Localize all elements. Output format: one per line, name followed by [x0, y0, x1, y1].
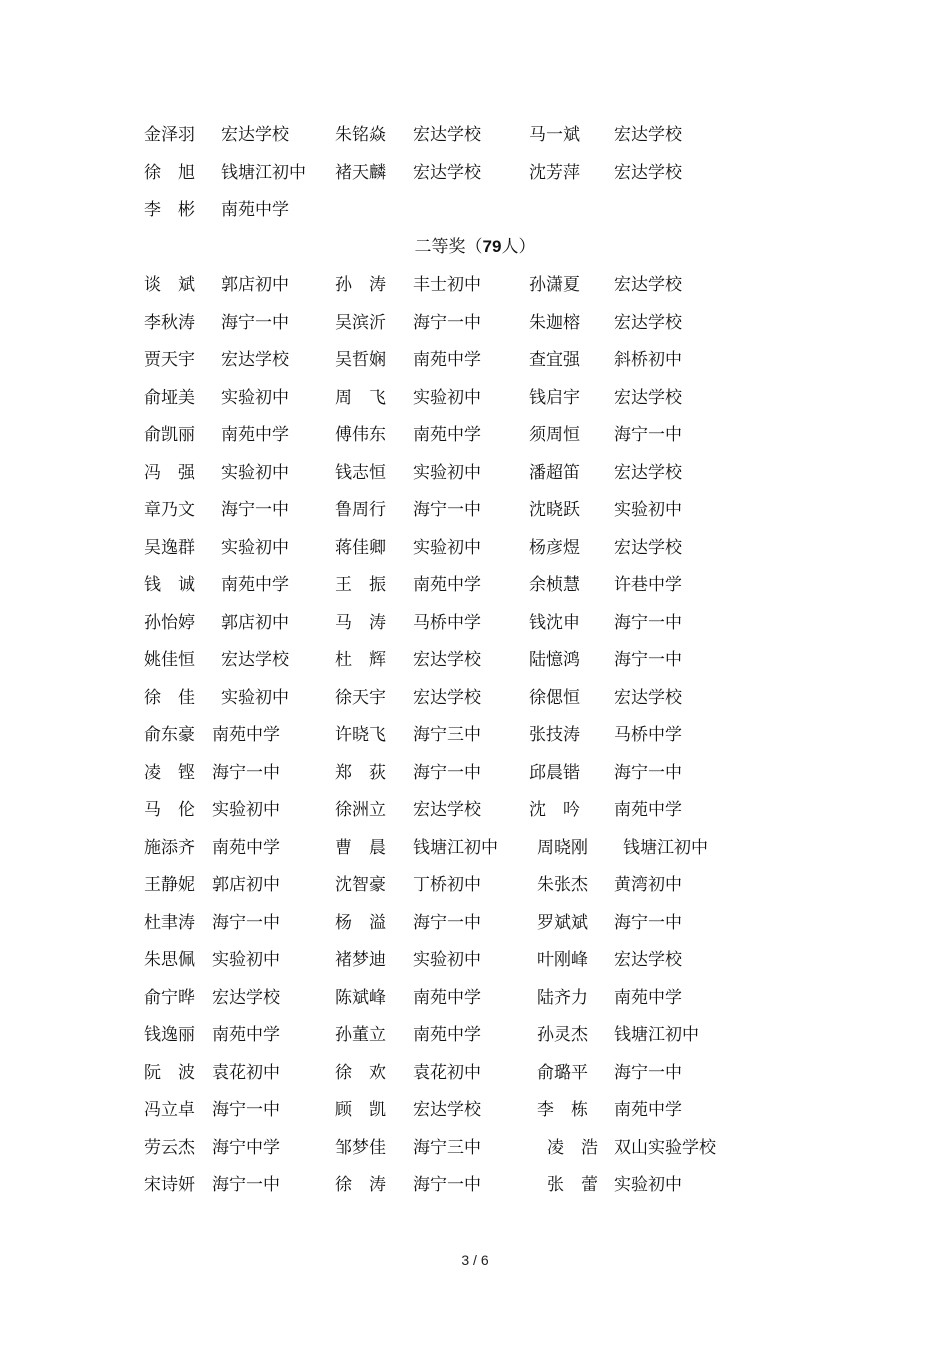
school-name: 海宁一中 — [212, 1100, 280, 1120]
student-name: 罗斌斌 — [537, 912, 588, 933]
student-name: 孙 涛 — [335, 275, 386, 295]
school-name: 宏达学校 — [614, 125, 682, 145]
student-name: 阮 波 — [144, 1062, 195, 1083]
school-name: 南苑中学 — [413, 350, 481, 370]
school-name: 宏达学校 — [614, 537, 682, 558]
school-name: 宏达学校 — [221, 350, 289, 370]
student-name: 朱铭焱 — [335, 125, 386, 145]
award-row — [0, 645, 950, 675]
school-name: 宏达学校 — [614, 162, 682, 183]
school-name: 宏达学校 — [614, 312, 682, 333]
award-row — [0, 608, 950, 638]
student-name: 须周恒 — [529, 425, 580, 445]
school-name: 双山实验学校 — [614, 1137, 716, 1158]
student-name: 贾天宇 — [144, 350, 195, 370]
school-name: 海宁一中 — [614, 762, 682, 783]
school-name: 郭店初中 — [221, 612, 289, 633]
student-name: 马 伦 — [144, 800, 195, 820]
student-name: 孙灵杰 — [537, 1025, 588, 1045]
student-name: 马 涛 — [335, 612, 386, 633]
school-name: 宏达学校 — [614, 462, 682, 483]
student-name: 周 飞 — [335, 387, 386, 408]
school-name: 南苑中学 — [221, 200, 289, 220]
school-name: 南苑中学 — [413, 987, 481, 1008]
student-name: 宋诗妍 — [144, 1175, 195, 1195]
student-name: 钱 诚 — [144, 575, 195, 595]
school-name: 海宁一中 — [614, 612, 682, 633]
school-name: 海宁一中 — [212, 1175, 280, 1195]
school-name: 斜桥初中 — [614, 350, 682, 370]
award-row — [0, 270, 950, 300]
student-name: 钱逸丽 — [144, 1025, 195, 1045]
award-row — [0, 420, 950, 450]
school-name: 南苑中学 — [212, 837, 280, 858]
school-name: 郭店初中 — [212, 875, 280, 895]
student-name: 周晓刚 — [537, 837, 588, 858]
section-heading-suffix: 人） — [501, 237, 536, 257]
award-row — [0, 1020, 950, 1050]
school-name: 实验初中 — [221, 537, 289, 558]
student-name: 金泽羽 — [144, 125, 195, 145]
school-name: 黄湾初中 — [614, 875, 682, 895]
student-name: 邱晨锴 — [529, 762, 580, 783]
award-row — [0, 1170, 950, 1200]
school-name: 钱塘江初中 — [614, 1025, 699, 1045]
student-name: 吴哲娴 — [335, 350, 386, 370]
school-name: 海宁一中 — [413, 912, 481, 933]
school-name: 海宁一中 — [614, 425, 682, 445]
school-name: 宏达学校 — [413, 800, 481, 820]
school-name: 宏达学校 — [413, 125, 481, 145]
school-name: 南苑中学 — [614, 800, 682, 820]
school-name: 实验初中 — [413, 950, 481, 970]
school-name: 海宁一中 — [221, 500, 289, 520]
student-name: 陆憶鸿 — [529, 650, 580, 670]
student-name: 顾 凯 — [335, 1100, 386, 1120]
student-name: 徐洲立 — [335, 800, 386, 820]
school-name: 钱塘江初中 — [623, 837, 708, 858]
section-heading — [0, 232, 950, 262]
student-name: 杨 溢 — [335, 912, 386, 933]
school-name: 南苑中学 — [614, 1100, 682, 1120]
school-name: 袁花初中 — [212, 1062, 280, 1083]
student-name: 孙怡婷 — [144, 612, 195, 633]
school-name: 海宁一中 — [614, 912, 682, 933]
student-name: 鲁周行 — [335, 500, 386, 520]
award-row — [0, 758, 950, 788]
award-row — [0, 120, 950, 150]
student-name: 徐 欢 — [335, 1062, 386, 1083]
school-name: 海宁中学 — [212, 1137, 280, 1158]
school-name: 宏达学校 — [413, 687, 481, 708]
school-name: 海宁一中 — [413, 312, 481, 333]
school-name: 海宁三中 — [413, 1137, 481, 1158]
student-name: 蒋佳卿 — [335, 537, 386, 558]
student-name: 沈 吟 — [529, 800, 580, 820]
student-name: 傅伟东 — [335, 425, 386, 445]
student-name: 李 栋 — [537, 1100, 588, 1120]
student-name: 叶刚峰 — [537, 950, 588, 970]
student-name: 朱张杰 — [537, 875, 588, 895]
student-name: 沈晓跃 — [529, 500, 580, 520]
student-name: 褚天麟 — [335, 162, 386, 183]
award-row — [0, 1058, 950, 1088]
section-heading-prefix: 二等奖（ — [414, 237, 483, 257]
student-name: 冯 强 — [144, 462, 195, 483]
student-name: 俞垭美 — [144, 387, 195, 408]
school-name: 实验初中 — [413, 537, 481, 558]
student-name: 邹梦佳 — [335, 1137, 386, 1158]
student-name: 冯立卓 — [144, 1100, 195, 1120]
student-name: 陆齐力 — [537, 987, 588, 1008]
student-name: 徐偲恒 — [529, 687, 580, 708]
student-name: 王静妮 — [144, 875, 195, 895]
school-name: 宏达学校 — [614, 275, 682, 295]
student-name: 徐 涛 — [335, 1175, 386, 1195]
student-name: 褚梦迪 — [335, 950, 386, 970]
school-name: 海宁一中 — [221, 312, 289, 333]
school-name: 海宁三中 — [413, 725, 481, 745]
student-name: 郑 荻 — [335, 762, 386, 783]
school-name: 南苑中学 — [212, 725, 280, 745]
student-name: 钱沈申 — [529, 612, 580, 633]
student-name: 凌 铿 — [144, 762, 195, 783]
student-name: 张技涛 — [529, 725, 580, 745]
student-name: 张 蕾 — [547, 1175, 598, 1195]
school-name: 实验初中 — [413, 387, 481, 408]
award-row — [0, 533, 950, 563]
award-row — [0, 908, 950, 938]
section-heading-count: 79 — [482, 237, 502, 256]
student-name: 徐天宇 — [335, 687, 386, 708]
school-name: 实验初中 — [614, 500, 682, 520]
student-name: 朱迦榕 — [529, 312, 580, 333]
student-name: 杜聿涛 — [144, 912, 195, 933]
student-name: 孙潇夏 — [529, 275, 580, 295]
award-row — [0, 495, 950, 525]
student-name: 施添齐 — [144, 837, 195, 858]
student-name: 陈斌峰 — [335, 987, 386, 1008]
award-row — [0, 1133, 950, 1163]
award-row — [0, 195, 950, 225]
school-name: 海宁一中 — [212, 762, 280, 783]
student-name: 吴逸群 — [144, 537, 195, 558]
student-name: 余桢慧 — [529, 575, 580, 595]
school-name: 海宁一中 — [614, 1062, 682, 1083]
school-name: 丰士初中 — [413, 275, 481, 295]
school-name: 海宁一中 — [413, 1175, 481, 1195]
school-name: 南苑中学 — [221, 425, 289, 445]
school-name: 实验初中 — [212, 800, 280, 820]
school-name: 马桥中学 — [614, 725, 682, 745]
award-row — [0, 1095, 950, 1125]
award-row — [0, 683, 950, 713]
student-name: 劳云杰 — [144, 1137, 195, 1158]
student-name: 章乃文 — [144, 500, 195, 520]
school-name: 郭店初中 — [221, 275, 289, 295]
award-row — [0, 795, 950, 825]
award-row — [0, 720, 950, 750]
student-name: 姚佳恒 — [144, 650, 195, 670]
student-name: 沈智豪 — [335, 875, 386, 895]
award-row — [0, 308, 950, 338]
student-name: 许晓飞 — [335, 725, 386, 745]
school-name: 丁桥初中 — [413, 875, 481, 895]
student-name: 谈 斌 — [144, 275, 195, 295]
student-name: 徐 佳 — [144, 687, 195, 708]
school-name: 实验初中 — [614, 1175, 682, 1195]
award-row — [0, 383, 950, 413]
school-name: 袁花初中 — [413, 1062, 481, 1083]
award-row — [0, 945, 950, 975]
student-name: 潘超笛 — [529, 462, 580, 483]
student-name: 沈芳萍 — [529, 162, 580, 183]
student-name: 徐 旭 — [144, 162, 195, 183]
student-name: 钱志恒 — [335, 462, 386, 483]
school-name: 宏达学校 — [614, 950, 682, 970]
student-name: 朱思佩 — [144, 950, 195, 970]
school-name: 实验初中 — [413, 462, 481, 483]
award-row — [0, 870, 950, 900]
school-name: 宏达学校 — [413, 650, 481, 670]
school-name: 南苑中学 — [413, 1025, 481, 1045]
student-name: 马一斌 — [529, 125, 580, 145]
student-name: 俞宁晔 — [144, 987, 195, 1008]
school-name: 宏达学校 — [221, 125, 289, 145]
school-name: 宏达学校 — [413, 1100, 481, 1120]
award-row — [0, 833, 950, 863]
student-name: 杜 辉 — [335, 650, 386, 670]
student-name: 杨彦煜 — [529, 537, 580, 558]
school-name: 宏达学校 — [212, 987, 280, 1008]
school-name: 海宁一中 — [413, 762, 481, 783]
student-name: 俞璐平 — [537, 1062, 588, 1083]
student-name: 吴滨沂 — [335, 312, 386, 333]
school-name: 南苑中学 — [413, 425, 481, 445]
school-name: 宏达学校 — [614, 687, 682, 708]
student-name: 李 彬 — [144, 200, 195, 220]
school-name: 实验初中 — [212, 950, 280, 970]
student-name: 凌 浩 — [547, 1137, 598, 1158]
school-name: 钱塘江初中 — [221, 162, 306, 183]
school-name: 实验初中 — [221, 687, 289, 708]
school-name: 实验初中 — [221, 462, 289, 483]
school-name: 南苑中学 — [212, 1025, 280, 1045]
school-name: 马桥中学 — [413, 612, 481, 633]
school-name: 宏达学校 — [614, 387, 682, 408]
page-number: 3 / 6 — [461, 1252, 489, 1268]
student-name: 钱启宇 — [529, 387, 580, 408]
award-row — [0, 458, 950, 488]
school-name: 许巷中学 — [614, 575, 682, 595]
student-name: 王 振 — [335, 575, 386, 595]
award-row — [0, 345, 950, 375]
school-name: 南苑中学 — [221, 575, 289, 595]
student-name: 俞凯丽 — [144, 425, 195, 445]
student-name: 俞东豪 — [144, 725, 195, 745]
school-name: 海宁一中 — [413, 500, 481, 520]
school-name: 实验初中 — [221, 387, 289, 408]
school-name: 海宁一中 — [614, 650, 682, 670]
school-name: 海宁一中 — [212, 912, 280, 933]
award-row — [0, 983, 950, 1013]
school-name: 宏达学校 — [221, 650, 289, 670]
student-name: 李秋涛 — [144, 312, 195, 333]
school-name: 南苑中学 — [413, 575, 481, 595]
award-row — [0, 570, 950, 600]
award-row — [0, 158, 950, 188]
school-name: 钱塘江初中 — [413, 837, 498, 858]
school-name: 南苑中学 — [614, 987, 682, 1008]
student-name: 曹 晨 — [335, 837, 386, 858]
student-name: 孙董立 — [335, 1025, 386, 1045]
school-name: 宏达学校 — [413, 162, 481, 183]
student-name: 查宜强 — [529, 350, 580, 370]
